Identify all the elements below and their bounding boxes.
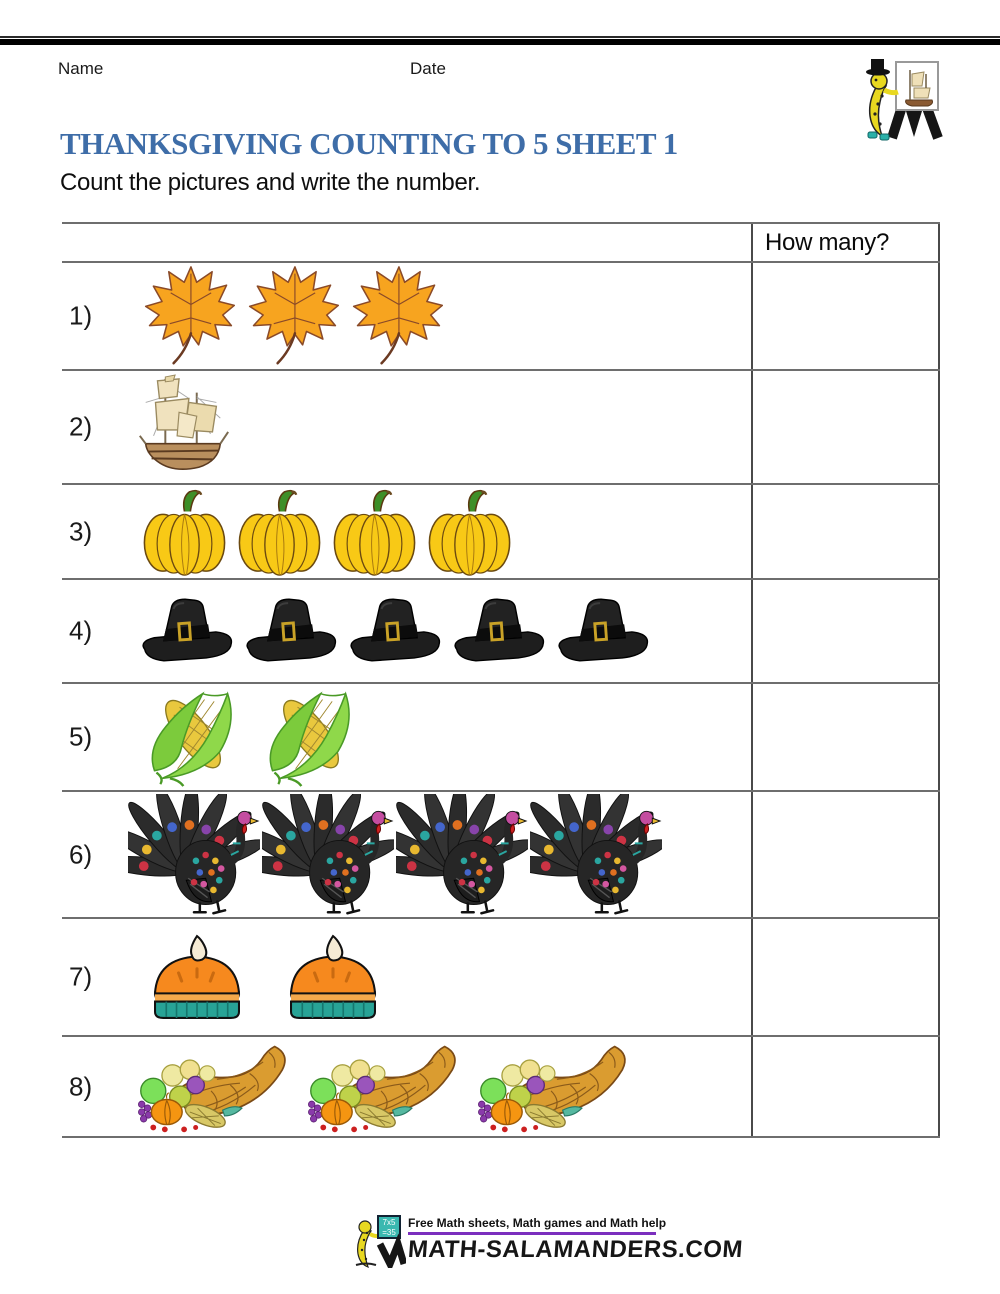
turkey-image — [128, 794, 260, 916]
site-logo — [856, 56, 944, 144]
maple-leaf-image — [244, 264, 342, 368]
salamander-pilgrim-logo-icon — [856, 56, 944, 144]
items-cell — [62, 485, 751, 578]
mayflower-ship-image — [131, 373, 235, 481]
items-cell — [62, 580, 751, 682]
row-number: 1) — [69, 300, 93, 331]
table-row — [62, 580, 940, 684]
pilgrim-hat-image — [449, 595, 549, 667]
row-number: 3) — [69, 516, 93, 546]
pilgrim-hat-image — [137, 595, 237, 667]
table-row — [62, 792, 940, 919]
pumpkin-pie-group — [137, 934, 393, 1020]
pumpkin-image — [235, 488, 324, 576]
items-cell — [62, 919, 751, 1035]
top-border-bar — [0, 36, 1000, 45]
items-cell — [62, 371, 751, 483]
footer-tagline: Free Math sheets, Math games and Math help — [408, 1216, 667, 1230]
counting-table — [62, 222, 940, 1138]
row-number: 6) — [69, 839, 93, 869]
page-title: THANKSGIVING COUNTING TO 5 SHEET 1 — [60, 126, 678, 161]
date-label: Date — [410, 59, 446, 78]
table-row — [62, 1037, 940, 1136]
footer-site-name: MATH-SALAMANDERS.COM — [407, 1236, 744, 1263]
corn-image — [137, 686, 249, 788]
mayflower-ship-group — [131, 373, 235, 481]
maple-leaf-group — [140, 264, 446, 368]
row-number: 4) — [69, 615, 93, 646]
footer-purple-rule — [408, 1232, 656, 1235]
name-label: Name — [58, 59, 104, 78]
pumpkin-image — [330, 488, 419, 576]
pumpkin-image — [140, 488, 229, 576]
maple-leaf-image — [140, 264, 238, 368]
table-row — [62, 684, 940, 792]
answer-cell[interactable] — [751, 684, 940, 790]
answer-cell[interactable] — [751, 919, 940, 1035]
pumpkin-group — [140, 488, 514, 576]
row-number: 8) — [69, 1071, 93, 1101]
pilgrim-hat-group — [137, 595, 653, 667]
turkey-image — [530, 794, 662, 916]
footer-logo — [350, 1210, 744, 1274]
table-header-row — [62, 224, 940, 263]
turkey-group — [128, 794, 662, 916]
board-text-line1: 7x5 — [382, 1218, 396, 1227]
how-many-header: How many? — [765, 228, 890, 256]
answer-cell[interactable] — [751, 1037, 940, 1136]
answer-cell[interactable] — [751, 580, 940, 682]
turkey-image — [262, 794, 394, 916]
pilgrim-hat-image — [241, 595, 341, 667]
table-row — [62, 263, 940, 371]
pilgrim-hat-image — [553, 595, 653, 667]
row-number: 7) — [69, 961, 93, 992]
answer-cell[interactable] — [751, 371, 940, 483]
answer-cell[interactable] — [751, 485, 940, 578]
items-cell — [62, 792, 751, 917]
table-row — [62, 371, 940, 485]
cornucopia-image — [474, 1040, 632, 1134]
answer-cell[interactable] — [751, 792, 940, 917]
table-row — [62, 919, 940, 1037]
footer-salamander-icon — [350, 1210, 406, 1268]
cornucopia-image — [134, 1040, 292, 1134]
items-cell — [62, 684, 751, 790]
turkey-image — [396, 794, 528, 916]
pumpkin-pie-image — [273, 934, 393, 1020]
corn-group — [137, 686, 367, 788]
corn-image — [255, 686, 367, 788]
table-row — [62, 485, 940, 580]
instruction-text: Count the pictures and write the number. — [60, 169, 481, 196]
how-many-header-cell — [751, 224, 940, 261]
pumpkin-pie-image — [137, 934, 257, 1020]
pilgrim-hat-image — [345, 595, 445, 667]
pumpkin-image — [425, 488, 514, 576]
items-cell — [62, 1037, 751, 1136]
cornucopia-group — [134, 1040, 632, 1134]
row-number: 2) — [69, 411, 93, 442]
board-text-line2: =35 — [382, 1228, 396, 1237]
row-number: 5) — [69, 721, 93, 752]
cornucopia-image — [304, 1040, 462, 1134]
answer-cell[interactable] — [751, 263, 940, 369]
items-header-cell — [62, 224, 751, 261]
items-cell — [62, 263, 751, 369]
maple-leaf-image — [348, 264, 446, 368]
